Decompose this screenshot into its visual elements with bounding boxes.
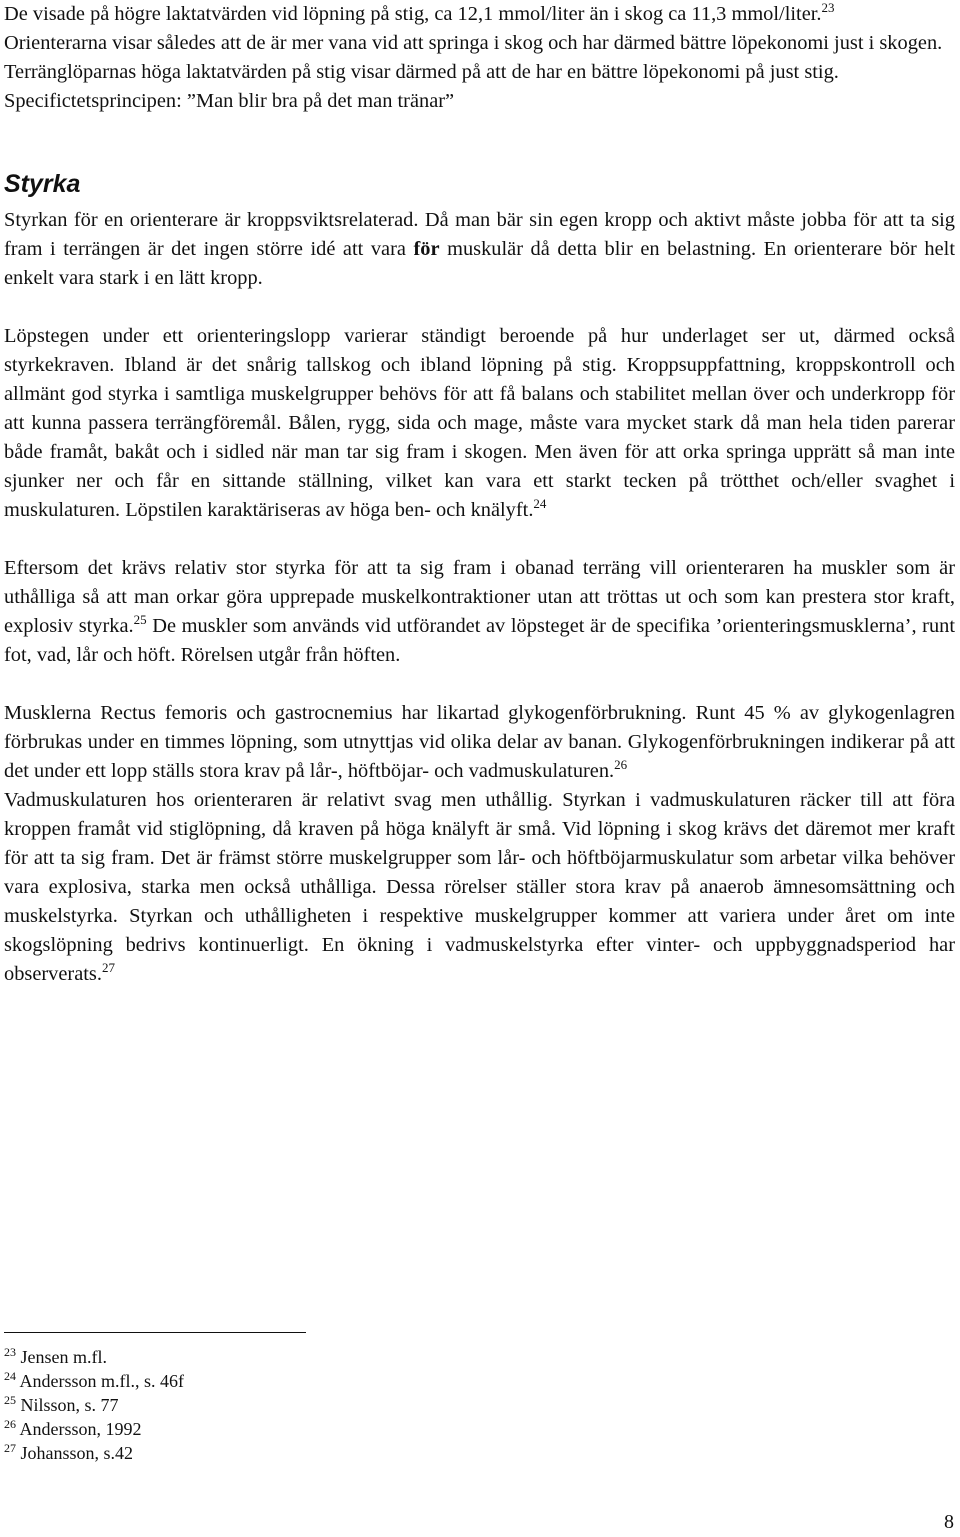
- bold-word: för: [413, 238, 440, 260]
- section-paragraph-4: Musklerna Rectus femoris och gastrocnemius har likartad glykogenförbrukning. Runt 45 % av glykogenlagren förbrukas under en timmes löpning, som utnyttjas vid olika delar av banan. Glykogenförbrukningen indikerar på att det under ett lopp ställs stora krav på lår-, höftböjar- och vadmuskulaturen.$^{26}$: [4, 702, 955, 782]
- section-heading: Styrka: [4, 170, 81, 198]
- footnote-separator: [4, 1332, 306, 1333]
- footnote-ref-25: 25: [133, 612, 147, 627]
- section-paragraph-2: Löpstegen under ett orienteringslopp varierar ständigt beroende på hur underlaget ser ut, därmed också styrkekraven. Ibland är det snårig tallskog och ibland löpning på stig. Kroppsuppfattning, kroppskontroll och allmänt god styrka i samtliga muskelgrupper behövs för att få balans och stabilitet mellan över och underkropp för att kunna passera terrängföremål. Bålen, rygg, sida och mage, måste vara mycket stark då man hela tiden parerar både framåt, bakåt och i sidled när man tar sig fram i skogen. Men även för att orka springa upprätt så man inte sjunker ner och får en sittande ställning, vilket kan vara ett starkt tecken på trötthet och/eller svaghet i muskulaturen. Löpstilen karaktäriseras av höga ben- och knälyft.$^{24}$: [4, 325, 955, 521]
- footnote-ref-23: 23: [821, 0, 835, 15]
- intro-paragraph-2: Orienterarna visar således att de är mer vana vid att springa i skog och har därmed bättre löpekonomi just i skogen. Terränglöparnas höga laktatvärden på stig visar därmed på att de har en bättre löpekonomi på just stig.: [4, 32, 943, 83]
- footnote-item: $^{25}$ Nilsson, s. 77: [4, 1393, 119, 1415]
- section-paragraph-5: Vadmuskulaturen hos orienteraren är relativt svag men uthållig. Styrkan i vadmuskulaturen räcker till att föra kroppen framåt vid stiglöpning, då kraven på höga knälyft är små. Vid löpning i skog krävs det däremot mer kraft för att ta sig fram. Det är främst större muskelgrupper som lår- och höftböjarmuskulatur som arbetar vilka behöver vara explosiva, starka men också uthålliga. Dessa rörelser ställer stora krav på anaerob ämnesomsättning och muskelstyrka. Styrkan och uthålligheten i respektive muskelgrupper kommer att variera under året om inte skogslöpning bedrivs kontinuerligt. En ökning i vadmuskelstyrka efter vinter- och uppbyggnadsperiod har observerats.$^{27}$: [4, 789, 955, 985]
- footnote-item: $^{23}$ Jensen m.fl.: [4, 1345, 107, 1367]
- spacer: [4, 116, 955, 168]
- intro-paragraph-3: Specifictetsprincipen: ”Man blir bra på det man tränar”: [4, 90, 455, 112]
- footnote-ref-27: 27: [101, 960, 115, 975]
- section-paragraph-3: Eftersom det krävs relativ stor styrka för att ta sig fram i obanad terräng vill orienteraren ha muskler som är uthålliga så att man orkar göra upprepade muskelkontraktioner utan att tröttas ut och som kan prestera stor kraft, explosiv styrka.$^{25}$ De muskler som används vid utförandet av löpsteget är de specifika ’orienteringsmusklerna’, runt fot, vad, lår och höft. Rörelsen utgår från höften.: [4, 557, 956, 666]
- footnotes: [4, 1345, 504, 1465]
- footnote-ref-26: 26: [614, 757, 628, 772]
- document-page: [4, 0, 955, 989]
- section-paragraph-1: Styrkan för en orienterare är kroppsviktsrelaterad. Då man bär sin egen kropp och aktivt måste jobba för att ta sig fram i terrängen är det ingen större idé att vara för muskulär då detta blir en belastning. En orienterare bör helt enkelt vara stark i en lätt kropp.: [4, 209, 955, 289]
- footnote-item: $^{24}$ Andersson m.fl., s. 46f: [4, 1369, 185, 1391]
- footnote-item: $^{26}$ Andersson, 1992: [4, 1417, 142, 1439]
- footnote-item: $^{27}$ Johansson, s.42: [4, 1441, 134, 1463]
- intro-paragraph-1: [4, 0, 955, 29]
- page-number: 8: [944, 1511, 954, 1533]
- footnote-ref-24: 24: [533, 496, 547, 511]
- intro-paragraph-1-text: De visade på högre laktatvärden vid löpning på stig, ca 12,1 mmol/liter än i skog ca 11,3 mmol/liter.: [4, 3, 822, 25]
